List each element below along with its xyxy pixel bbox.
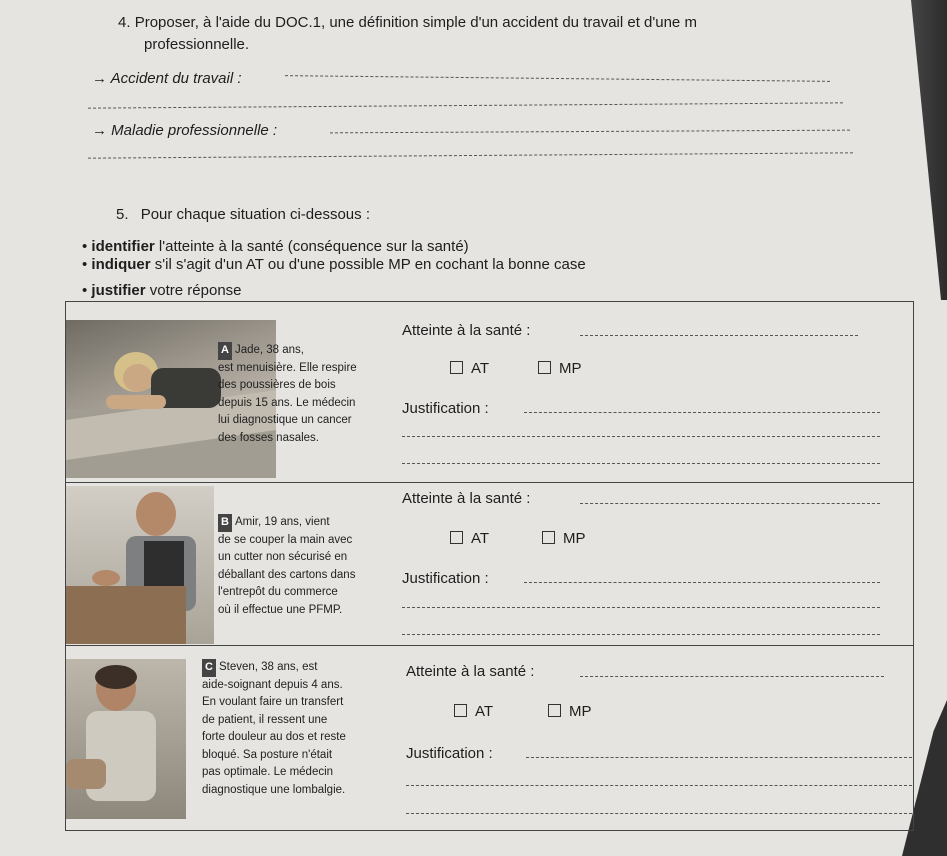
instruction-bullet: • identifier l'atteinte à la santé (conséquence sur la santé) [82,238,469,255]
justification-label: Justification : [406,745,493,762]
case-c-caption: C Steven, 38 ans, est aide-soignant depuis 4 ans. En voulant faire un transfert de patient, il ressent une forte douleur au dos et reste bloqué. Sa posture n'était pas optimale. Le médecin diagnostique une lombalgie. [202,661,346,796]
justification-label: Justification : [402,570,489,587]
question-4-text: Proposer, à l'aide du DOC.1, une définition simple d'un accident du travail et d'une m [134,14,697,31]
checkbox-icon[interactable] [542,531,555,544]
maladie-label: → Maladie professionnelle : [92,122,278,139]
case-row-b [66,482,913,646]
man-cutting-box-photo [66,486,214,644]
answer-line[interactable] [402,463,880,464]
answer-line[interactable] [406,785,912,786]
checkbox-at[interactable]: AT [454,703,493,720]
arrow-icon: → [92,122,112,139]
question-5-number: 5. [116,206,129,223]
answer-line[interactable] [88,102,843,108]
question-4-line2: professionnelle. [144,36,250,53]
checkbox-at[interactable]: AT [450,530,489,547]
question-4-line1 [118,14,697,31]
atteinte-label: Atteinte à la santé : [402,490,531,507]
answer-line[interactable] [402,634,880,635]
case-a-caption: A Jade, 38 ans, est menuisière. Elle respire des poussières de bois depuis 15 ans. Le médecin lui diagnostique un cancer des fosses nasales. [218,344,357,444]
case-b-caption: B Amir, 19 ans, vient de se couper la main avec un cutter non sécurisé en déballant des cartons dans l'entrepôt du commerce où il effectue une PFMP. [218,516,356,616]
checkbox-mp[interactable]: MP [548,703,592,720]
answer-line[interactable] [88,152,853,158]
checkbox-icon[interactable] [454,704,467,717]
answer-line[interactable] [526,757,912,758]
checkbox-at[interactable]: AT [450,360,489,377]
question-5-text: Pour chaque situation ci-dessous : [140,206,370,223]
atteinte-label: Atteinte à la santé : [402,322,531,339]
case-row-a [66,302,913,483]
instruction-bullet: • justifier votre réponse [82,282,242,299]
answer-line[interactable] [580,503,880,504]
case-a-badge: A [218,342,232,360]
question-4-number: 4. [118,14,131,31]
answer-line[interactable] [285,75,830,82]
answer-line[interactable] [406,813,912,814]
answer-line[interactable] [580,335,858,336]
answer-line[interactable] [402,607,880,608]
arrow-icon: → [92,70,111,87]
case-b-badge: B [218,514,232,532]
photo-illustration [66,659,186,819]
answer-line[interactable] [402,436,880,437]
background-edge [887,0,947,300]
caregiver-transfer-photo [66,659,186,819]
answer-line[interactable] [524,582,880,583]
checkbox-icon[interactable] [450,361,463,374]
checkbox-mp[interactable]: MP [542,530,586,547]
answer-line[interactable] [580,676,884,677]
case-row-c [66,645,913,830]
photo-illustration [66,486,214,644]
question-5 [116,206,370,223]
checkbox-icon[interactable] [548,704,561,717]
answer-line[interactable] [330,130,850,134]
atteinte-label: Atteinte à la santé : [406,663,535,680]
accident-label: → Accident du travail : [92,70,242,87]
case-c-badge: C [202,659,216,677]
situations-table [65,301,914,831]
instruction-bullet: • indiquer s'il s'agit d'un AT ou d'une possible MP en cochant la bonne case [82,256,586,273]
justification-label: Justification : [402,400,489,417]
checkbox-icon[interactable] [450,531,463,544]
checkbox-icon[interactable] [538,361,551,374]
checkbox-mp[interactable]: MP [538,360,582,377]
answer-line[interactable] [524,412,880,413]
